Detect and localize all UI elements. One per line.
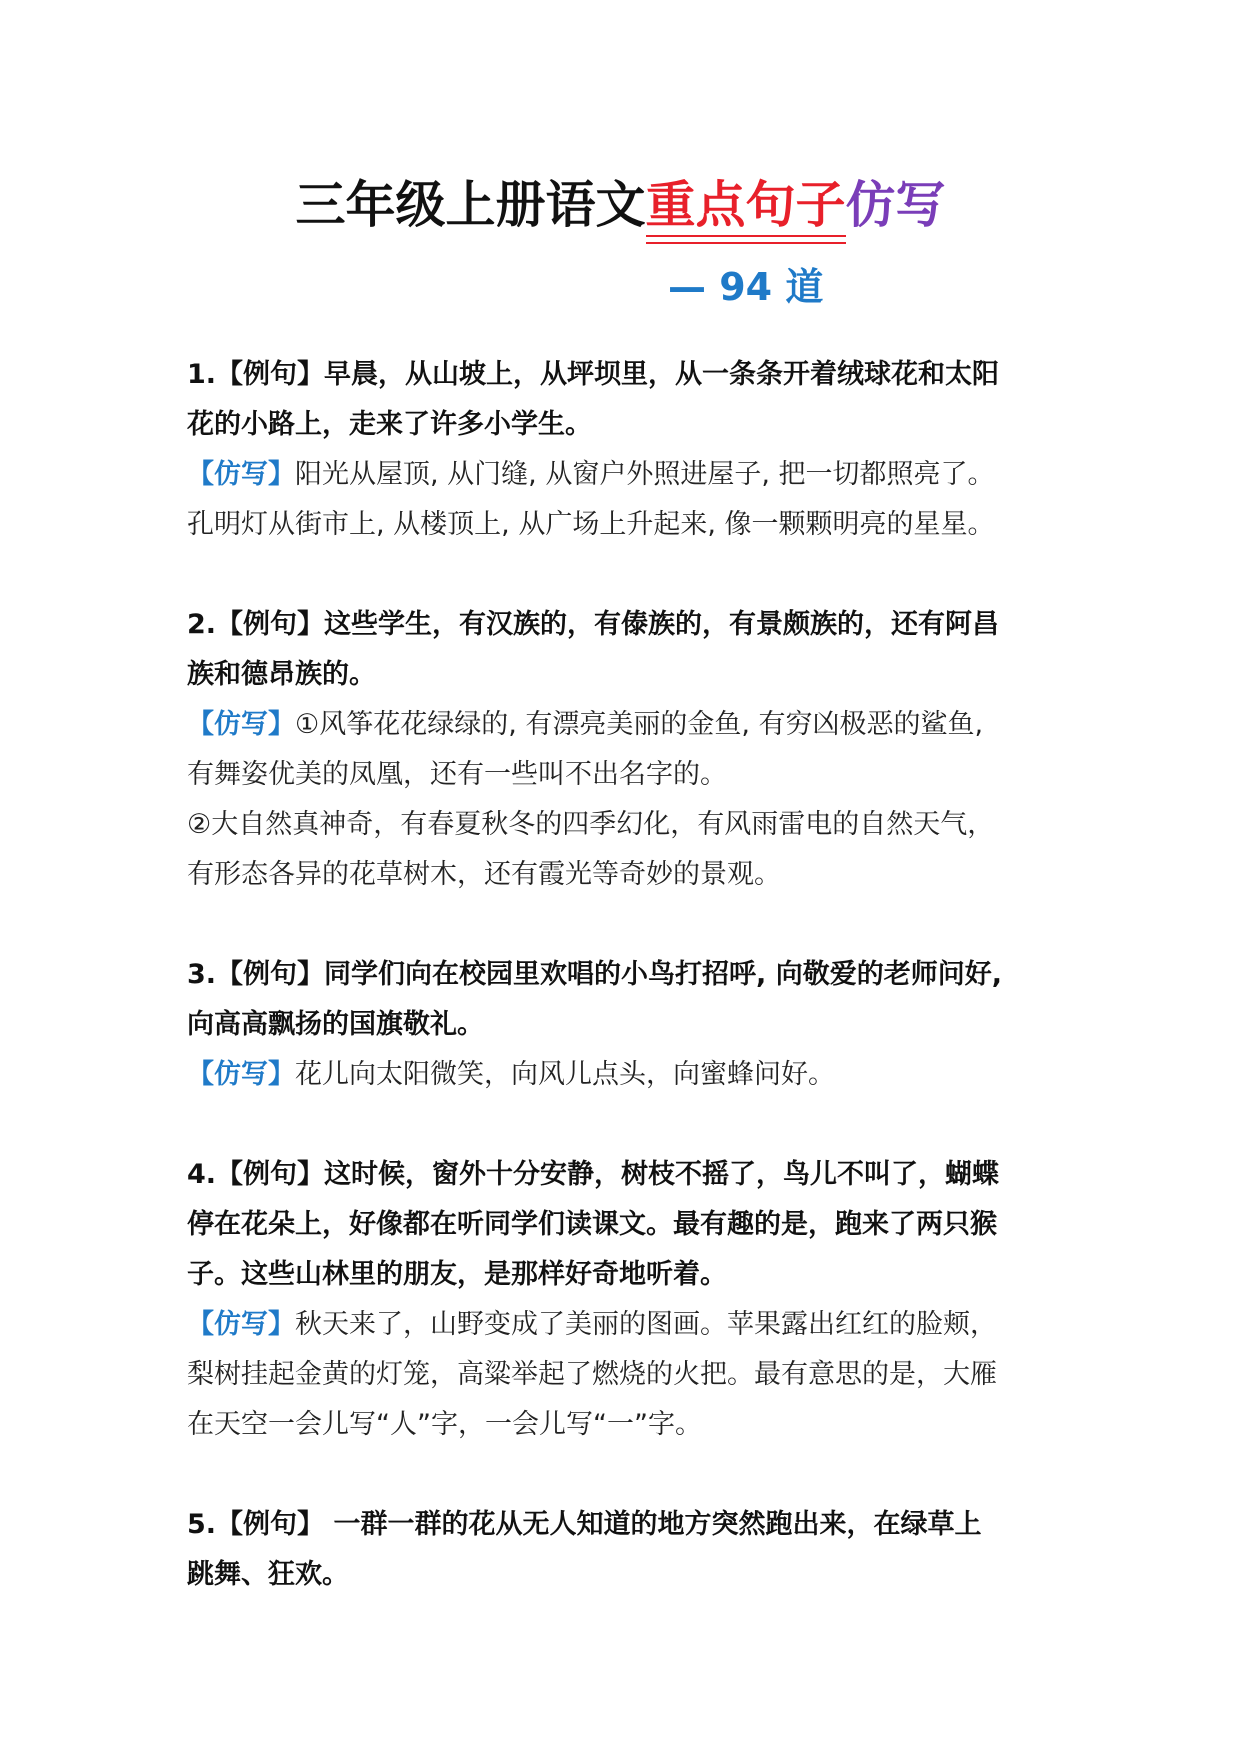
example-sentence-line: 停在花朵上，好像都在听同学们读课文。最有趣的是，跑来了两只猴 xyxy=(187,1209,997,1240)
imitation-sentence-line xyxy=(187,1050,1057,1100)
sentence-item xyxy=(187,350,1057,550)
imitation-sentence-line: 梨树挂起金黄的灯笼，高粱举起了燃烧的火把。最有意思的是，大雁 xyxy=(187,1359,997,1390)
example-sentence-line: 向高高飘扬的国旗敬礼。 xyxy=(187,1009,484,1040)
example-sentence-line: 4.【例句】这时候，窗外十分安静，树枝不摇了，鸟儿不叫了，蝴蝶 xyxy=(187,1159,1000,1190)
imitation-text: 秋天来了，山野变成了美丽的图画。苹果露出红红的脸颊， xyxy=(295,1309,997,1340)
sentence-item xyxy=(187,1500,1057,1600)
imitation-text: 花儿向太阳微笑，向风儿点头，向蜜蜂问好。 xyxy=(295,1059,835,1090)
imitation-tag: 【仿写】 xyxy=(187,1309,295,1340)
example-sentence-line: 1.【例句】早晨，从山坡上，从坪坝里，从一条条开着绒球花和太阳 xyxy=(187,359,1000,390)
example-sentence-line: 3.【例句】同学们向在校园里欢唱的小鸟打招呼, 向敬爱的老师问好, xyxy=(187,959,1002,990)
sentence-list xyxy=(187,350,1057,1650)
imitation-tag: 【仿写】 xyxy=(187,459,295,490)
example-sentence-line: 花的小路上，走来了许多小学生。 xyxy=(187,409,592,440)
imitation-sentence-line: 孔明灯从街市上, 从楼顶上, 从广场上升起来, 像一颗颗明亮的星星。 xyxy=(187,509,995,540)
title-purple-part: 仿写 xyxy=(845,176,946,234)
imitation-text: 阳光从屋顶, 从门缝, 从窗户外照进屋子, 把一切都照亮了。 xyxy=(295,459,995,490)
imitation-sentence-line xyxy=(187,700,1057,750)
example-sentence-line: 跳舞、狂欢。 xyxy=(187,1559,349,1590)
sentence-item xyxy=(187,600,1057,900)
sentence-item xyxy=(187,950,1057,1100)
imitation-sentence-line: 有形态各异的花草树木，还有霞光等奇妙的景观。 xyxy=(187,859,781,890)
imitation-sentence-line: ②大自然真神奇，有春夏秋冬的四季幻化，有风雨雷电的自然天气， xyxy=(187,809,995,840)
imitation-sentence-line: 在天空一会儿写“人”字，一会儿写“一”字。 xyxy=(187,1409,702,1440)
sentence-item xyxy=(187,1150,1057,1450)
example-sentence-line: 2.【例句】这些学生，有汉族的，有傣族的，有景颇族的，还有阿昌 xyxy=(187,609,1000,640)
page-subtitle: — 94 道 xyxy=(668,265,824,309)
example-sentence-line: 子。这些山林里的朋友，是那样好奇地听着。 xyxy=(187,1259,727,1290)
imitation-sentence-line xyxy=(187,450,1057,500)
example-sentence-line: 5.【例句】 一群一群的花从无人知道的地方突然跑出来，在绿草上 xyxy=(187,1509,982,1540)
imitation-sentence-line: 有舞姿优美的凤凰，还有一些叫不出名字的。 xyxy=(187,759,727,790)
imitation-tag: 【仿写】 xyxy=(187,709,295,740)
page-title xyxy=(0,170,1241,240)
imitation-sentence-line xyxy=(187,1300,1057,1350)
imitation-text: ①风筝花花绿绿的, 有漂亮美丽的金鱼, 有穷凶极恶的鲨鱼, xyxy=(295,709,984,740)
example-sentence-line: 族和德昂族的。 xyxy=(187,659,376,690)
imitation-tag: 【仿写】 xyxy=(187,1059,295,1090)
title-red-part: 重点句子 xyxy=(646,170,846,240)
title-black-part: 三年级上册语文 xyxy=(295,176,646,234)
